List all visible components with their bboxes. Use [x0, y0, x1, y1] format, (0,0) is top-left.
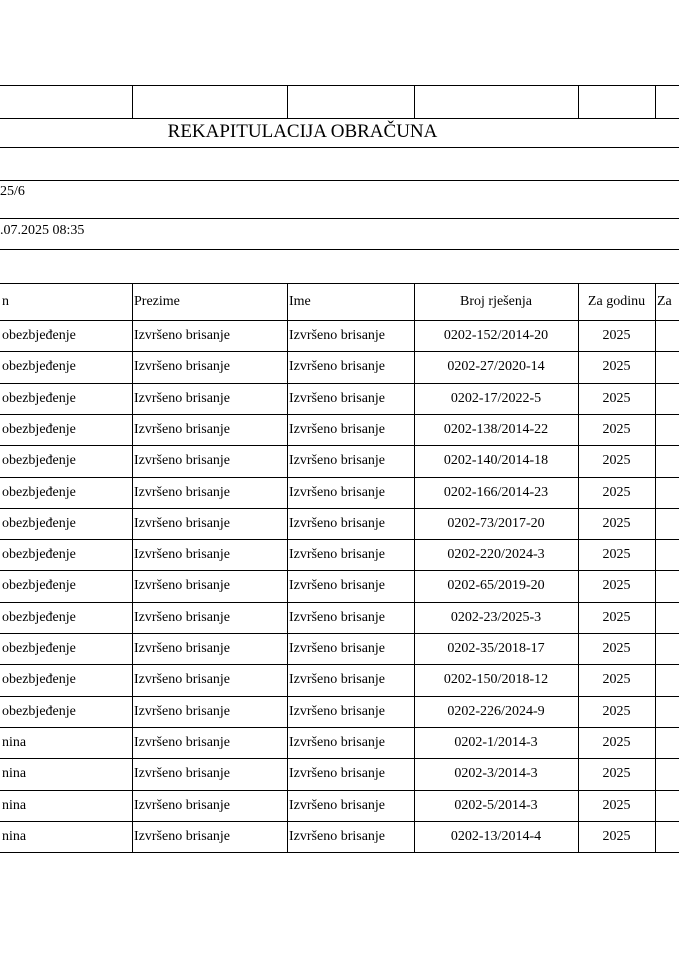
- column-divider: [578, 283, 579, 852]
- table-cell: 2025: [602, 359, 631, 375]
- table-cell: 2025: [602, 328, 631, 343]
- table-cell: 2025: [602, 828, 631, 844]
- column-divider: [414, 283, 415, 852]
- table-cell: Izvršeno brisanje: [134, 390, 231, 406]
- table-cell: [657, 602, 679, 633]
- table-cell: Izvršeno brisanje: [134, 484, 231, 500]
- table-cell: Izvršeno brisanje: [134, 703, 231, 719]
- table-cell: [657, 727, 679, 758]
- table-cell: Izvršeno brisanje: [289, 547, 386, 563]
- table-cell: Izvršeno brisanje: [134, 328, 231, 343]
- table-cell: obezbjeđenje: [2, 328, 76, 343]
- table-cell: 0202-35/2018-17: [447, 641, 545, 656]
- column-divider: [132, 283, 133, 852]
- table-cell: Izvršeno brisanje: [289, 672, 386, 688]
- table-cell: [657, 821, 679, 852]
- rule-top-divider: [414, 85, 415, 118]
- table-cell: Izvršeno brisanje: [289, 390, 386, 406]
- document-title: REKAPITULACIJA OBRAČUNA: [167, 121, 438, 142]
- table-cell: 0202-73/2017-20: [447, 515, 545, 531]
- table-cell: [657, 477, 679, 508]
- table-cell: 0202-27/2020-14: [447, 359, 545, 375]
- table-cell: nina: [2, 766, 27, 782]
- table-cell: Izvršeno brisanje: [289, 328, 386, 343]
- table-cell: [657, 664, 679, 695]
- rule-top-divider: [655, 85, 656, 118]
- table-cell: 2025: [602, 390, 631, 406]
- table-cell: Izvršeno brisanje: [134, 672, 231, 688]
- table-cell: Izvršeno brisanje: [289, 828, 386, 844]
- table-cell: [657, 351, 679, 382]
- column-header: Za godinu: [587, 294, 646, 309]
- table-cell: Izvršeno brisanje: [134, 828, 231, 844]
- table-cell: 0202-23/2025-3: [450, 609, 542, 625]
- table-cell: [657, 696, 679, 727]
- column-header: Za: [657, 294, 672, 309]
- table-cell: nina: [2, 734, 27, 750]
- table-cell: 2025: [602, 547, 631, 563]
- table-cell: 0202-65/2019-20: [447, 578, 545, 594]
- table-cell: Izvršeno brisanje: [289, 734, 386, 750]
- table-cell: obezbjeđenje: [2, 641, 76, 656]
- table-cell: 2025: [602, 766, 631, 782]
- column-divider: [287, 283, 288, 852]
- table-cell: 0202-3/2014-3: [454, 766, 538, 782]
- table-cell: 2025: [602, 609, 631, 625]
- table-cell: 2025: [602, 641, 631, 656]
- rule-info-2-top: [0, 218, 679, 219]
- table-cell: 0202-166/2014-23: [443, 484, 549, 500]
- table-cell: obezbjeđenje: [2, 609, 76, 625]
- table-cell: Izvršeno brisanje: [134, 797, 231, 813]
- table-cell: 2025: [602, 421, 631, 437]
- table-cell: Izvršeno brisanje: [134, 766, 231, 782]
- table-cell: [657, 508, 679, 539]
- document-datetime: .07.2025 08:35: [0, 223, 85, 238]
- column-divider: [655, 283, 656, 852]
- table-cell: 0202-5/2014-3: [454, 797, 538, 813]
- rule-info-1-top: [0, 180, 679, 181]
- column-header: Broj rješenja: [460, 294, 532, 309]
- table-cell: Izvršeno brisanje: [289, 359, 386, 375]
- table-cell: 0202-17/2022-5: [450, 390, 542, 406]
- table-cell: [657, 790, 679, 821]
- table-cell: Izvršeno brisanje: [134, 547, 231, 563]
- table-cell: 2025: [602, 515, 631, 531]
- table-cell: Izvršeno brisanje: [134, 453, 231, 469]
- rule-info-2-bottom: [0, 249, 679, 250]
- table-cell: [657, 414, 679, 445]
- table-cell: 2025: [602, 703, 631, 719]
- table-cell: [657, 758, 679, 789]
- table-cell: [657, 445, 679, 476]
- table-cell: [657, 320, 679, 351]
- table-cell: [657, 383, 679, 414]
- table-cell: obezbjeđenje: [2, 390, 76, 406]
- table-cell: Izvršeno brisanje: [289, 641, 386, 656]
- table-cell: 2025: [602, 578, 631, 594]
- table-cell: Izvršeno brisanje: [289, 421, 386, 437]
- table-cell: obezbjeđenje: [2, 703, 76, 719]
- column-header: n: [2, 294, 9, 309]
- table-cell: Izvršeno brisanje: [134, 734, 231, 750]
- table-cell: Izvršeno brisanje: [134, 421, 231, 437]
- table-cell: 2025: [602, 734, 631, 750]
- table-cell: Izvršeno brisanje: [134, 609, 231, 625]
- table-cell: 2025: [602, 672, 631, 688]
- rule-title-bottom: [0, 147, 679, 148]
- table-cell: [657, 570, 679, 601]
- rule-top-divider: [287, 85, 288, 118]
- table-cell: Izvršeno brisanje: [134, 359, 231, 375]
- table-cell: 0202-140/2014-18: [443, 453, 549, 469]
- table-cell: 0202-152/2014-20: [443, 328, 549, 343]
- table-cell: [657, 539, 679, 570]
- table-cell: obezbjeđenje: [2, 359, 76, 375]
- document-number: 25/6: [0, 184, 25, 199]
- table-cell: Izvršeno brisanje: [289, 578, 386, 594]
- table-cell: nina: [2, 797, 27, 813]
- table-cell: nina: [2, 828, 27, 844]
- table-cell: Izvršeno brisanje: [134, 578, 231, 594]
- table-cell: [657, 633, 679, 664]
- table-cell: obezbjeđenje: [2, 578, 76, 594]
- column-header: Prezime: [134, 294, 180, 309]
- table-cell: 2025: [602, 797, 631, 813]
- table-row-rule: [0, 852, 679, 853]
- table-cell: Izvršeno brisanje: [289, 797, 386, 813]
- table-cell: Izvršeno brisanje: [289, 609, 386, 625]
- table-cell: obezbjeđenje: [2, 453, 76, 469]
- table-cell: Izvršeno brisanje: [289, 484, 386, 500]
- table-cell: 0202-220/2024-3: [447, 547, 545, 563]
- table-cell: Izvršeno brisanje: [289, 453, 386, 469]
- table-cell: Izvršeno brisanje: [289, 515, 386, 531]
- table-cell: obezbjeđenje: [2, 515, 76, 531]
- table-cell: Izvršeno brisanje: [289, 766, 386, 782]
- table-cell: obezbjeđenje: [2, 547, 76, 563]
- table-cell: Izvršeno brisanje: [134, 515, 231, 531]
- table-cell: 0202-13/2014-4: [450, 828, 542, 844]
- table-cell: 0202-138/2014-22: [443, 421, 549, 437]
- rule-top-divider: [132, 85, 133, 118]
- column-header: Ime: [289, 294, 311, 309]
- table-cell: obezbjeđenje: [2, 672, 76, 688]
- table-cell: obezbjeđenje: [2, 421, 76, 437]
- table-cell: Izvršeno brisanje: [134, 641, 231, 656]
- table-cell: 2025: [602, 453, 631, 469]
- rule-top-divider: [578, 85, 579, 118]
- table-cell: 2025: [602, 484, 631, 500]
- table-cell: Izvršeno brisanje: [289, 703, 386, 719]
- table-cell: obezbjeđenje: [2, 484, 76, 500]
- table-cell: 0202-1/2014-3: [454, 734, 538, 750]
- table-cell: 0202-150/2018-12: [443, 672, 549, 688]
- table-cell: 0202-226/2024-9: [447, 703, 545, 719]
